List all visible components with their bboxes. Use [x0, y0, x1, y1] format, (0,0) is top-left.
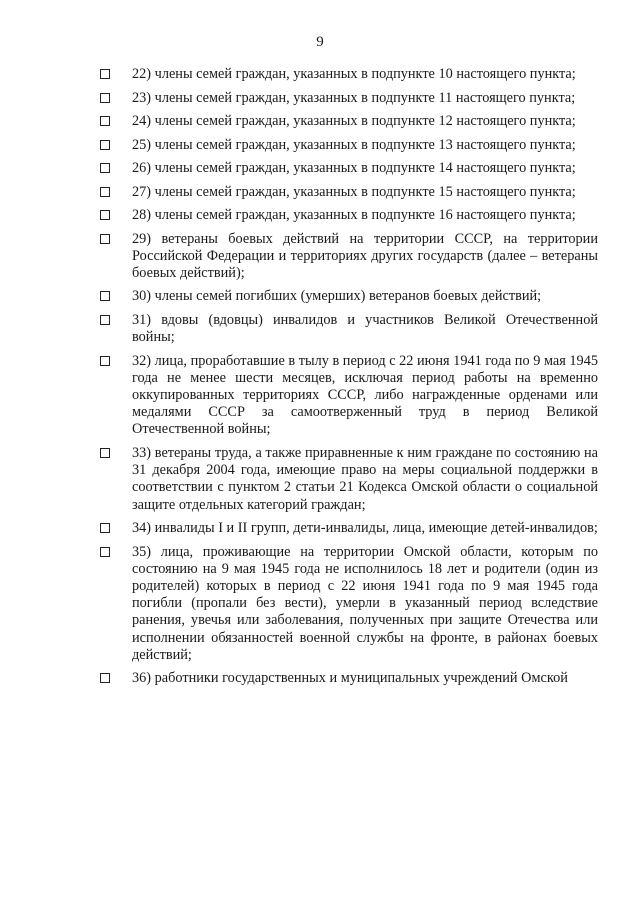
checkbox-33[interactable]: [100, 448, 110, 458]
checkbox-25[interactable]: [100, 140, 110, 150]
list-item: [98, 353, 598, 439]
list-item-text: 33) ветераны труда, а также приравненные к ним граждане по состоянию на 31 декабря 2004 года, имеющие право на меры социальной поддержки в соответствии с пунктом 2 статьи 21 Кодекса Омской области о социальной защите отдельных категорий граждан;: [132, 444, 598, 513]
list-item-text: 22) члены семей граждан, указанных в подпункте 10 настоящего пункта;: [132, 66, 576, 82]
list-item-text: 24) члены семей граждан, указанных в подпункте 12 настоящего пункта;: [132, 113, 576, 129]
list-item: [98, 207, 598, 224]
list-item-text: 36) работники государственных и муниципальных учреждений Омской: [132, 670, 568, 687]
checkbox-34[interactable]: [100, 523, 110, 533]
list-item-text: 30) члены семей погибших (умерших) ветеранов боевых действий;: [132, 288, 542, 305]
list-item: [98, 312, 598, 346]
list-item-text: 23) члены семей граждан, указанных в подпункте 11 настоящего пункта;: [132, 89, 576, 106]
list-item: [98, 288, 598, 305]
list-item: [98, 184, 598, 201]
list-item: [98, 670, 598, 687]
page-number: 9: [316, 34, 324, 50]
list-item-text: 27) члены семей граждан, указанных в подпункте 15 настоящего пункта;: [132, 183, 576, 200]
checkbox-24[interactable]: [100, 116, 110, 126]
list-item-text: 28) члены семей граждан, указанных в подпункте 16 настоящего пункта;: [132, 207, 576, 223]
list-item: [98, 544, 598, 664]
list-item-text: 25) члены семей граждан, указанных в подпункте 13 настоящего пункта;: [132, 136, 576, 153]
list-item: [98, 520, 598, 537]
list-item: [98, 231, 598, 283]
checkbox-26[interactable]: [100, 163, 110, 173]
checkbox-31[interactable]: [100, 315, 110, 325]
checkbox-28[interactable]: [100, 210, 110, 220]
list-item-text: 35) лица, проживающие на территории Омской области, которым по состоянию на 9 мая 1945 года не исполнилось 18 лет и родители (один из родителей) которых в период с 22 июня 1941 года по 9 мая 1945 года погибли (пропали без вести), умерли в указанный период вследствие ранения, увечья или заболевания, полученных при защите Отечества или исполнении обязанностей военной службы на фронте, в районах боевых действий;: [132, 543, 598, 663]
list-item-text: 29) ветераны боевых действий на территории СССР, на территории Российской Федерации и территориях других государств (далее – ветераны боевых действий);: [132, 230, 598, 281]
checkbox-22[interactable]: [100, 69, 110, 79]
list-item-text: 26) члены семей граждан, указанных в подпункте 14 настоящего пункта;: [132, 160, 576, 176]
checkbox-list: [98, 66, 598, 694]
list-item: [98, 113, 598, 130]
checkbox-36[interactable]: [100, 673, 110, 683]
list-item-text: 32) лица, проработавшие в тылу в период с 22 июня 1941 года по 9 мая 1945 года не менее шести месяцев, исключая период работы на временно оккупированных территориях СССР, либо награжденные орденами или медалями СССР за самоотверженный труд в период Великой Отечественной войны;: [132, 352, 598, 438]
checkbox-30[interactable]: [100, 291, 110, 301]
list-item: [98, 137, 598, 154]
checkbox-35[interactable]: [100, 547, 110, 557]
checkbox-32[interactable]: [100, 356, 110, 366]
list-item: [98, 66, 598, 83]
list-item: [98, 160, 598, 177]
checkbox-29[interactable]: [100, 234, 110, 244]
checkbox-27[interactable]: [100, 187, 110, 197]
list-item-text: 34) инвалиды I и II групп, дети-инвалиды, лица, имеющие детей-инвалидов;: [132, 520, 598, 537]
list-item-text: 31) вдовы (вдовцы) инвалидов и участников Великой Отечественной войны;: [132, 311, 598, 346]
list-item: [98, 90, 598, 107]
checkbox-23[interactable]: [100, 93, 110, 103]
list-item: [98, 445, 598, 514]
